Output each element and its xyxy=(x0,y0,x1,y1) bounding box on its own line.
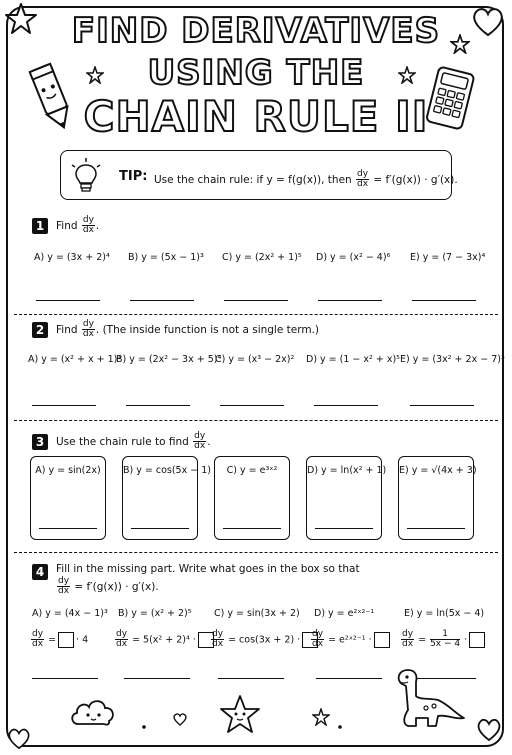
q1-find: Find xyxy=(56,219,78,232)
frac-den: dx xyxy=(82,329,94,340)
question-3-prompt xyxy=(56,432,211,452)
q1-period: . xyxy=(95,219,100,232)
answer-line-q1-e[interactable] xyxy=(412,300,476,301)
cloud-icon xyxy=(68,694,118,728)
frac-num: dy xyxy=(402,629,414,639)
q4-item-a: A) y = (4x − 1)³ xyxy=(32,608,108,619)
answer-after: · xyxy=(464,634,468,646)
frac-den: dx xyxy=(212,639,224,650)
tip-text-post: = f′(g(x)) · g′(x). xyxy=(373,173,458,186)
q3-item-b: B) y = cos(5x − 1) xyxy=(123,465,211,476)
lightbulb-icon xyxy=(69,157,103,195)
q2-item-b: B) y = (2x² − 3x + 5)⁴ xyxy=(116,354,222,365)
answer-line-q4-d[interactable] xyxy=(316,678,382,679)
heart-icon xyxy=(470,4,506,38)
answer-line-q1-a[interactable] xyxy=(36,300,100,301)
q4-item-c: C) y = sin(3x + 2) xyxy=(214,608,300,619)
section-divider xyxy=(14,552,498,553)
answer-line xyxy=(315,528,373,529)
q2-find: Find xyxy=(56,323,78,336)
q1-item-a: A) y = (3x + 2)⁴ xyxy=(34,252,110,263)
q4-answer-d xyxy=(310,630,392,650)
heart-icon xyxy=(475,716,503,742)
answer-line-q1-b[interactable] xyxy=(130,300,194,301)
frac-den: 5x − 4 xyxy=(430,639,461,650)
q2-note: . (The inside function is not a single term.) xyxy=(95,323,320,336)
q3-item-c: C) y = e³ˣ² xyxy=(226,465,278,476)
answer-box-q3-c[interactable] xyxy=(214,456,290,540)
tip-label: TIP: xyxy=(119,169,148,184)
one-over-fraction xyxy=(430,630,460,650)
q1-item-d: D) y = (x² − 4)⁶ xyxy=(316,252,391,263)
q4-item-b: B) y = (x² + 2)⁵ xyxy=(118,608,192,619)
q1-item-c: C) y = (2x² + 1)⁵ xyxy=(222,252,302,263)
title-line-1: FIND DERIVATIVES xyxy=(71,11,441,51)
frac-num: dy xyxy=(82,215,94,225)
question-number-2: 2 xyxy=(32,322,48,338)
q3-item-e: E) y = √(4x + 3) xyxy=(399,465,477,476)
frac-den: dx xyxy=(82,225,94,236)
q2-item-d: D) y = (1 − x² + x)⁵ xyxy=(306,354,400,365)
dy-dx-fraction xyxy=(82,216,95,236)
q2-item-e: E) y = (3x² + 2x − 7)³ xyxy=(400,354,505,365)
frac-den: dx xyxy=(194,441,206,452)
answer-line-q1-d[interactable] xyxy=(318,300,382,301)
fill-in-box[interactable] xyxy=(374,632,390,648)
section-divider xyxy=(14,314,498,315)
dy-dx-fraction xyxy=(115,630,128,650)
star-icon xyxy=(4,2,38,36)
dy-dx-fraction xyxy=(311,630,324,650)
frac-num: dy xyxy=(58,576,70,586)
answer-line-q2-d[interactable] xyxy=(314,405,378,406)
answer-line xyxy=(131,528,189,529)
q4-answer-e xyxy=(400,630,487,650)
q4-line2: = f′(g(x)) · g′(x). xyxy=(74,580,159,593)
frac-den: dx xyxy=(32,639,44,650)
answer-before: = xyxy=(418,634,427,646)
question-4-line-2 xyxy=(56,577,159,597)
answer-box-q3-a[interactable] xyxy=(30,456,106,540)
fill-in-box[interactable] xyxy=(58,632,74,648)
question-4-line-1: Fill in the missing part. Write what goes in the box so that xyxy=(56,563,360,575)
answer-line xyxy=(407,528,465,529)
frac-den: dx xyxy=(116,639,128,650)
title-line-2: USING THE xyxy=(147,53,365,93)
answer-line-q2-b[interactable] xyxy=(126,405,190,406)
question-1-prompt xyxy=(56,216,99,236)
frac-num: dy xyxy=(357,169,369,179)
answer-line xyxy=(223,528,281,529)
dinosaur-icon xyxy=(388,660,468,740)
answer-line-q2-e[interactable] xyxy=(410,405,474,406)
q3-item-d: D) y = ln(x² + 1) xyxy=(307,465,387,476)
dy-dx-fraction xyxy=(193,432,206,452)
heart-icon xyxy=(6,726,32,750)
answer-line xyxy=(39,528,97,529)
answer-before: = xyxy=(48,634,57,646)
tip-text xyxy=(154,170,458,190)
question-number-4: 4 xyxy=(32,564,48,580)
dy-dx-fraction xyxy=(211,630,224,650)
dy-dx-fraction xyxy=(57,577,70,597)
frac-num: dy xyxy=(194,431,206,441)
q3-text: Use the chain rule to find xyxy=(56,435,189,448)
answer-before: = e²ˣ²⁻¹ · xyxy=(328,634,372,646)
dy-dx-fraction xyxy=(82,320,95,340)
q3-item-a: A) y = sin(2x) xyxy=(35,465,101,476)
answer-line-q4-a[interactable] xyxy=(32,678,98,679)
answer-line-q2-c[interactable] xyxy=(220,405,284,406)
star-icon xyxy=(450,34,470,54)
answer-before: = 5(x² + 2)⁴ · xyxy=(132,634,196,646)
fill-in-box[interactable] xyxy=(469,632,485,648)
answer-after: · 4 xyxy=(76,634,89,646)
answer-line-q2-a[interactable] xyxy=(32,405,96,406)
answer-box-q3-e[interactable] xyxy=(398,456,477,540)
frac-num: dy xyxy=(212,629,224,639)
q2-item-a: A) y = (x² + x + 1)³ xyxy=(28,354,122,365)
frac-num: dy xyxy=(82,319,94,329)
tip-box xyxy=(60,150,458,200)
title-line-3: CHAIN RULE II xyxy=(83,92,429,141)
q3-period: . xyxy=(207,435,211,448)
q4-item-d: D) y = e²ˣ²⁻¹ xyxy=(314,608,375,619)
question-number-1: 1 xyxy=(32,218,48,234)
frac-num: 1 xyxy=(430,630,460,640)
q1-item-b: B) y = (5x − 1)³ xyxy=(128,252,204,263)
answer-box-q3-b[interactable] xyxy=(122,456,211,540)
q1-item-e: E) y = (7 − 3x)⁴ xyxy=(410,252,486,263)
question-number-3: 3 xyxy=(32,434,48,450)
frac-num: dy xyxy=(32,629,44,639)
answer-box-q3-d[interactable] xyxy=(306,456,387,540)
q4-answer-b xyxy=(114,630,216,650)
answer-line-q1-c[interactable] xyxy=(224,300,288,301)
answer-line-q4-c[interactable] xyxy=(218,678,284,679)
section-divider xyxy=(14,420,498,421)
frac-den: dx xyxy=(58,586,70,597)
question-2-prompt xyxy=(56,320,319,340)
q4-item-e: E) y = ln(5x − 4) xyxy=(404,608,485,619)
answer-before: = cos(3x + 2) · xyxy=(228,634,301,646)
q4-answer-a xyxy=(30,630,88,650)
frac-den: dx xyxy=(402,639,414,650)
tip-text-pre: Use the chain rule: if y = f(g(x)), then xyxy=(154,173,352,186)
dy-dx-fraction xyxy=(401,630,414,650)
frac-den: dx xyxy=(312,639,324,650)
q4-answer-c xyxy=(210,630,320,650)
dots-decoration xyxy=(140,722,380,732)
q2-item-c: C) y = (x³ − 2x)² xyxy=(215,354,295,365)
frac-num: dy xyxy=(312,629,324,639)
dy-dx-fraction xyxy=(31,630,44,650)
frac-num: dy xyxy=(116,629,128,639)
answer-line-q4-b[interactable] xyxy=(124,678,190,679)
frac-den: dx xyxy=(357,179,369,190)
dy-dx-fraction xyxy=(356,170,369,190)
